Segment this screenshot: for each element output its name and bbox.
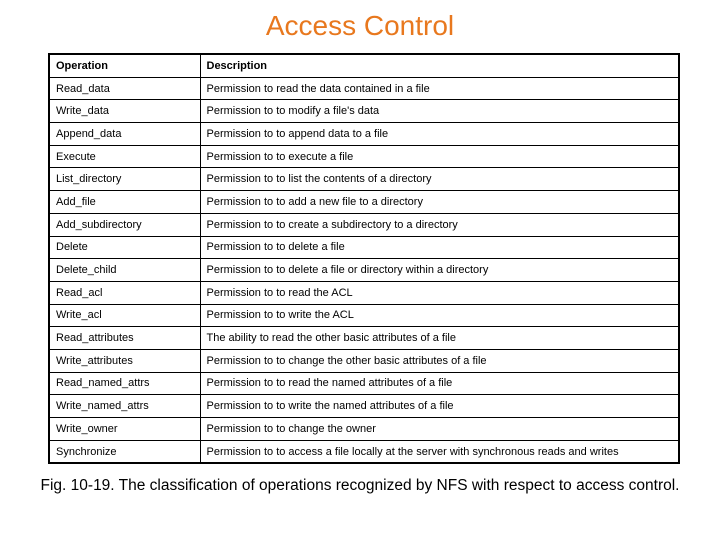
operation-cell: Delete (49, 236, 200, 259)
page-title: Access Control (265, 10, 455, 41)
table-row (49, 213, 679, 236)
description-cell: Permission to read the data contained in a file (200, 77, 679, 100)
operation-cell: Read_attributes (49, 327, 200, 350)
column-header-description: Description (200, 54, 679, 77)
column-header-operation: Operation (49, 54, 200, 77)
table-row (49, 304, 679, 327)
table-row (49, 372, 679, 395)
description-cell: Permission to to append data to a file (200, 123, 679, 146)
description-cell: Permission to to add a new file to a directory (200, 191, 679, 214)
table-row (49, 191, 679, 214)
operation-cell: Write_attributes (49, 349, 200, 372)
table-row (49, 123, 679, 146)
description-cell: Permission to to write the named attributes of a file (200, 395, 679, 418)
table-row (49, 145, 679, 168)
operation-cell: Read_data (49, 77, 200, 100)
table-row (49, 440, 679, 463)
description-cell: Permission to to write the ACL (200, 304, 679, 327)
operation-cell: Add_subdirectory (49, 213, 200, 236)
table-row (49, 281, 679, 304)
operation-cell: Write_data (49, 100, 200, 123)
description-cell: Permission to to read the ACL (200, 281, 679, 304)
access-control-table-wrapper (48, 53, 678, 464)
table-row (49, 327, 679, 350)
operation-cell: Append_data (49, 123, 200, 146)
operation-cell: Read_acl (49, 281, 200, 304)
operation-cell: Synchronize (49, 440, 200, 463)
description-cell: Permission to to change the other basic attributes of a file (200, 349, 679, 372)
description-cell: Permission to to delete a file or directory within a directory (200, 259, 679, 282)
table-body (49, 77, 679, 463)
table-row (49, 395, 679, 418)
table-header-row (49, 54, 679, 77)
description-cell: Permission to to modify a file's data (200, 100, 679, 123)
description-cell: Permission to to access a file locally at the server with synchronous reads and writes (200, 440, 679, 463)
table-row (49, 418, 679, 441)
description-cell: Permission to to change the owner (200, 418, 679, 441)
operation-cell: Delete_child (49, 259, 200, 282)
table-row (49, 168, 679, 191)
table-row (49, 259, 679, 282)
table-row (49, 236, 679, 259)
operation-cell: Write_owner (49, 418, 200, 441)
description-cell: Permission to to execute a file (200, 145, 679, 168)
operation-cell: Write_acl (49, 304, 200, 327)
table-row (49, 349, 679, 372)
description-cell: Permission to to read the named attributes of a file (200, 372, 679, 395)
figure-caption: Fig. 10-19. The classification of operations recognized by NFS with respect to access control. (40, 477, 680, 494)
operation-cell: List_directory (49, 168, 200, 191)
operation-cell: Write_named_attrs (49, 395, 200, 418)
operation-cell: Add_file (49, 191, 200, 214)
description-cell: Permission to to delete a file (200, 236, 679, 259)
description-cell: Permission to to list the contents of a directory (200, 168, 679, 191)
operation-cell: Read_named_attrs (49, 372, 200, 395)
table-row (49, 77, 679, 100)
table-row (49, 100, 679, 123)
access-control-table (48, 53, 680, 464)
operation-cell: Execute (49, 145, 200, 168)
description-cell: The ability to read the other basic attributes of a file (200, 327, 679, 350)
description-cell: Permission to to create a subdirectory to a directory (200, 213, 679, 236)
